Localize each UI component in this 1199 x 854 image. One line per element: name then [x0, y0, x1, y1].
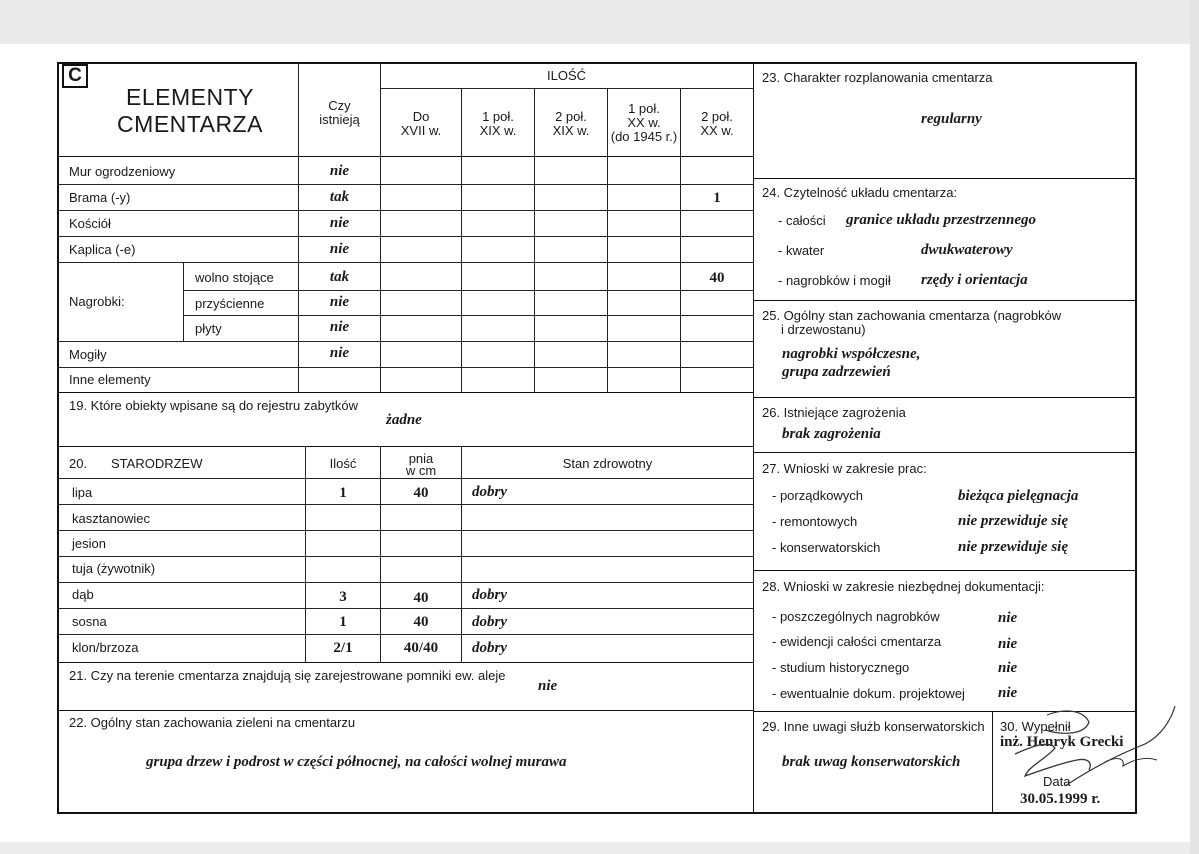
- q30-name: inż. Henryk Grecki: [1000, 734, 1124, 750]
- q27-item-value: nie przewiduje się: [958, 513, 1069, 529]
- title-line-1: ELEMENTY: [126, 84, 254, 110]
- row-line: [183, 315, 753, 316]
- q28-item-value: nie: [998, 660, 1018, 676]
- section-line: [753, 452, 1137, 453]
- q25-label-line-2: i drzewostanu): [781, 322, 866, 337]
- element-label: Kościół: [69, 216, 111, 231]
- row-line: [57, 184, 753, 185]
- tree-trunk: 40: [413, 485, 429, 501]
- period-4-line-1: 1 poł.: [628, 101, 660, 116]
- element-exists: tak: [329, 269, 350, 285]
- tree-count: 3: [339, 589, 347, 605]
- section-line: [753, 570, 1137, 571]
- section-line: [753, 300, 1137, 301]
- q28-item-value: nie: [998, 610, 1018, 626]
- period-3-line-2: XIX w.: [552, 123, 590, 138]
- q22-value: grupa drzew i podrost w części północnej, na całości wolnej murawa: [146, 754, 567, 770]
- q22-label: 22. Ogólny stan zachowania zieleni na cmentarzu: [69, 715, 356, 730]
- scan-top-margin: [0, 0, 1199, 44]
- row-line: [57, 634, 753, 635]
- tree-health: dobry: [472, 587, 507, 603]
- element-exists: nie: [329, 319, 350, 335]
- tree-name: lipa: [72, 485, 93, 500]
- element-exists: nie: [329, 241, 350, 257]
- handwritten-signature: [985, 700, 1185, 790]
- divider-left-right: [753, 62, 754, 814]
- period-5-line-1: 2 poł.: [701, 109, 733, 124]
- element-exists: nie: [329, 294, 350, 310]
- period-2-line-2: XIX w.: [479, 123, 517, 138]
- q24-item-label: - całości: [778, 213, 826, 228]
- q20-col-trunk-line-1: pnia: [408, 451, 434, 466]
- q20-number: 20.: [69, 456, 88, 471]
- element-quantity: 40: [709, 270, 725, 286]
- q21-label: 21. Czy na terenie cmentarza znajdują się zarejestrowane pomniki ew. aleje: [69, 668, 506, 683]
- tree-name: sosna: [72, 614, 107, 629]
- period-4-line-3: (do 1945 r.): [610, 129, 678, 144]
- period-2-line-1: 1 poł.: [482, 109, 514, 124]
- period-1-line-1: Do: [412, 109, 430, 124]
- row-line: [57, 367, 753, 368]
- q27-item-value: nie przewiduje się: [958, 539, 1069, 555]
- q24-item-value: rzędy i orientacja: [921, 272, 1028, 288]
- element-label: wolno stojące: [195, 270, 274, 285]
- q25-value-line-2: grupa zadrzewień: [782, 364, 891, 380]
- row-line: [57, 608, 753, 609]
- element-label: Mur ogrodzeniowy: [69, 164, 176, 179]
- q28-item-value: nie: [998, 636, 1018, 652]
- q20-title: STARODRZEW: [111, 456, 203, 471]
- row-line: [57, 341, 753, 342]
- tree-trunk: 40/40: [403, 640, 439, 656]
- q27-item-label: - konserwatorskich: [772, 540, 881, 555]
- q19-value: żadne: [386, 412, 422, 428]
- q23-value: regularny: [921, 111, 982, 127]
- tree-name: jesion: [72, 536, 106, 551]
- q20-col-count: Ilość: [329, 456, 357, 471]
- scan-bottom-margin: [0, 842, 1199, 854]
- element-exists: nie: [329, 215, 350, 231]
- q24-label: 24. Czytelność układu cmentarza:: [762, 185, 958, 200]
- q27-item-label: - porządkowych: [772, 488, 864, 503]
- element-quantity: 1: [713, 190, 721, 206]
- q28-item-label: - studium historycznego: [772, 660, 910, 675]
- element-exists: tak: [329, 189, 350, 205]
- col-quantity-header: ILOŚĆ: [546, 68, 586, 83]
- q24-item-label: - kwater: [778, 243, 825, 258]
- element-label: Inne elementy: [69, 372, 151, 387]
- q25-label-line-1: 25. Ogólny stan zachowania cmentarza (nagrobków: [762, 308, 1062, 323]
- form-frame: [57, 62, 1137, 814]
- section-line: [753, 397, 1137, 398]
- q21-value: nie: [538, 678, 558, 694]
- section-letter-box: C: [62, 64, 88, 88]
- element-exists: nie: [329, 163, 350, 179]
- q27-item-value: bieżąca pielęgnacja: [958, 488, 1079, 504]
- element-label: przyścienne: [195, 296, 265, 311]
- scan-right-edge: [1190, 0, 1199, 854]
- tree-trunk: 40: [413, 614, 429, 630]
- q29-value: brak uwag konserwatorskich: [782, 754, 961, 770]
- q27-label: 27. Wnioski w zakresie prac:: [762, 461, 927, 476]
- row-line: [183, 290, 753, 291]
- q19-label: 19. Które obiekty wpisane są do rejestru zabytków: [69, 398, 359, 413]
- section-line: [57, 662, 753, 663]
- divider-header-bottom: [57, 156, 753, 157]
- col-exists-line-2: istnieją: [319, 112, 360, 127]
- q29-label: 29. Inne uwagi służb konserwatorskich: [762, 719, 985, 734]
- period-1-line-2: XVII w.: [400, 123, 442, 138]
- row-line: [57, 582, 753, 583]
- q25-value-line-1: nagrobki współczesne,: [782, 346, 921, 362]
- tree-health: dobry: [472, 640, 507, 656]
- row-line: [57, 210, 753, 211]
- q26-label: 26. Istniejące zagrożenia: [762, 405, 906, 420]
- row-line: [57, 478, 753, 479]
- q26-value: brak zagrożenia: [782, 426, 881, 442]
- period-5-line-2: XX w.: [700, 123, 734, 138]
- tree-trunk: 40: [413, 590, 429, 606]
- row-line: [57, 236, 753, 237]
- q20-col-health: Stan zdrowotny: [562, 456, 653, 471]
- q23-label: 23. Charakter rozplanowania cmentarza: [762, 70, 993, 85]
- tree-count: 1: [339, 485, 347, 501]
- section-line: [753, 178, 1137, 179]
- element-label: płyty: [195, 321, 222, 336]
- period-4-line-2: XX w.: [627, 115, 661, 130]
- element-label: Brama (-y): [69, 190, 131, 205]
- q27-item-label: - remontowych: [772, 514, 858, 529]
- section-line: [57, 710, 753, 711]
- row-line: [57, 530, 753, 531]
- q30-date-label: Data: [1043, 774, 1071, 789]
- tree-name: tuja (żywotnik): [72, 561, 156, 576]
- section-line: [57, 446, 753, 447]
- q24-item-value: granice układu przestrzennego: [846, 212, 1037, 228]
- element-label: Mogiły: [69, 347, 107, 362]
- q24-item-value: dwukwaterowy: [921, 242, 1013, 258]
- row-line: [57, 262, 753, 263]
- q30-date: 30.05.1999 r.: [1020, 791, 1101, 807]
- q28-item-label: - poszczególnych nagrobków: [772, 609, 940, 624]
- title-line-2: CMENTARZA: [117, 111, 263, 137]
- tree-name: dąb: [72, 587, 94, 602]
- col-exists-line-1: Czy: [328, 98, 351, 113]
- tree-count: 2/1: [333, 640, 353, 656]
- tree-health: dobry: [472, 484, 507, 500]
- row-line: [57, 556, 753, 557]
- divider-quantity-header: [380, 88, 753, 89]
- section-line: [57, 392, 753, 393]
- period-3-line-1: 2 poł.: [555, 109, 587, 124]
- q30-label: 30. Wypełnił: [1000, 719, 1071, 734]
- tree-count: 1: [339, 614, 347, 630]
- q20-col-trunk-line-2: w cm: [405, 463, 437, 478]
- q24-item-label: - nagrobków i mogił: [778, 273, 891, 288]
- divider-graves-group: [183, 262, 184, 341]
- q28-item-label: - ewidencji całości cmentarza: [772, 634, 942, 649]
- q28-label: 28. Wnioski w zakresie niezbędnej dokumentacji:: [762, 579, 1045, 594]
- q28-item-label: - ewentualnie dokum. projektowej: [772, 686, 965, 701]
- tree-name: klon/brzoza: [72, 640, 139, 655]
- element-label: Kaplica (-e): [69, 242, 136, 257]
- element-exists: nie: [329, 345, 350, 361]
- tree-name: kasztanowiec: [72, 511, 151, 526]
- q28-item-value: nie: [998, 685, 1018, 701]
- tree-health: dobry: [472, 614, 507, 630]
- row-line: [57, 504, 753, 505]
- graves-group-label: Nagrobki:: [69, 294, 125, 309]
